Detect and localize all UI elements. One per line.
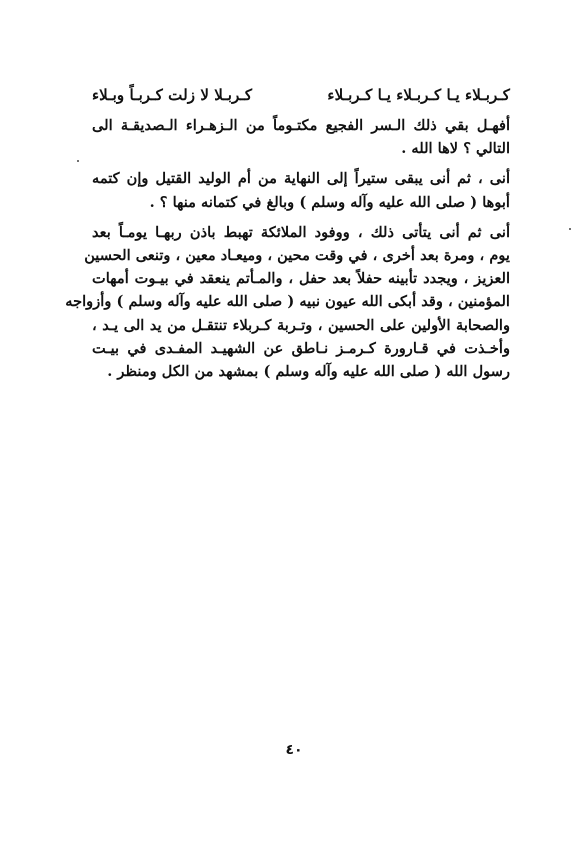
paragraph-line: المؤمنين ، وقد أبكى الله عيون نبيه ( صلى الله عليه وآله وسلم ) وأزواجه bbox=[65, 293, 510, 311]
paragraph-line: يوم ، ومرة بعد أخرى ، في وقت محين ، وميعـاد معين ، وتنعى الحسين bbox=[84, 247, 510, 265]
text-block bbox=[65, 84, 510, 390]
paragraph-line: أبوها ( صلى الله عليه وآله وسلم ) وبالغ في كتمانه منها ؟ . bbox=[149, 193, 510, 211]
paragraph-line: التالي ؟ لاها الله . bbox=[401, 140, 510, 158]
paragraph-line: أنى ، ثم أنى يبقى ستيراً إلى النهاية من أم الوليد القتيل وإن كتمه bbox=[92, 170, 510, 188]
paragraph-line: رسول الله ( صلى الله عليه وآله وسلم ) بمشهد من الكل ومنظر . bbox=[107, 363, 510, 381]
scan-speck bbox=[569, 228, 571, 230]
paragraph-line: أنى ثم أنى يتأتى ذلك ، ووفود الملائكة تهبط باذن ربهـا يومـاً بعد bbox=[92, 223, 510, 241]
paragraph-line: والصحابة الأولين على الحسين ، وتـربة كـربلاء تنتقـل من يد الى يـد ، bbox=[92, 316, 510, 334]
paragraph-2 bbox=[92, 167, 510, 213]
paragraph-line: وأخـذت في قـارورة كـرمـز نـاطق عن الشهيـد المفـدى في بيـت bbox=[92, 339, 510, 357]
verse-first-hemistich: كـربـلاء يـا كـربـلاء يـا كـربـلاء bbox=[327, 86, 510, 104]
scan-speck bbox=[77, 160, 79, 162]
page-number: ٤٠ bbox=[285, 742, 303, 758]
paragraph-3 bbox=[65, 221, 510, 383]
poem-verse bbox=[92, 84, 510, 108]
paragraph-1 bbox=[92, 114, 510, 160]
verse-second-hemistich: كـربـلا لا زلت كـربـاً وبـلاء bbox=[92, 86, 253, 104]
paragraph-line: أفهـل بقي ذلك الـسر الفجيع مكتـوماً من الـزهـراء الـصديقـة الى bbox=[92, 117, 510, 134]
paragraph-line: العزيز ، ويجدد تأبينه حفلاً بعد حفل ، والمـأتم ينعقد في بيـوت أمهات bbox=[92, 270, 510, 288]
